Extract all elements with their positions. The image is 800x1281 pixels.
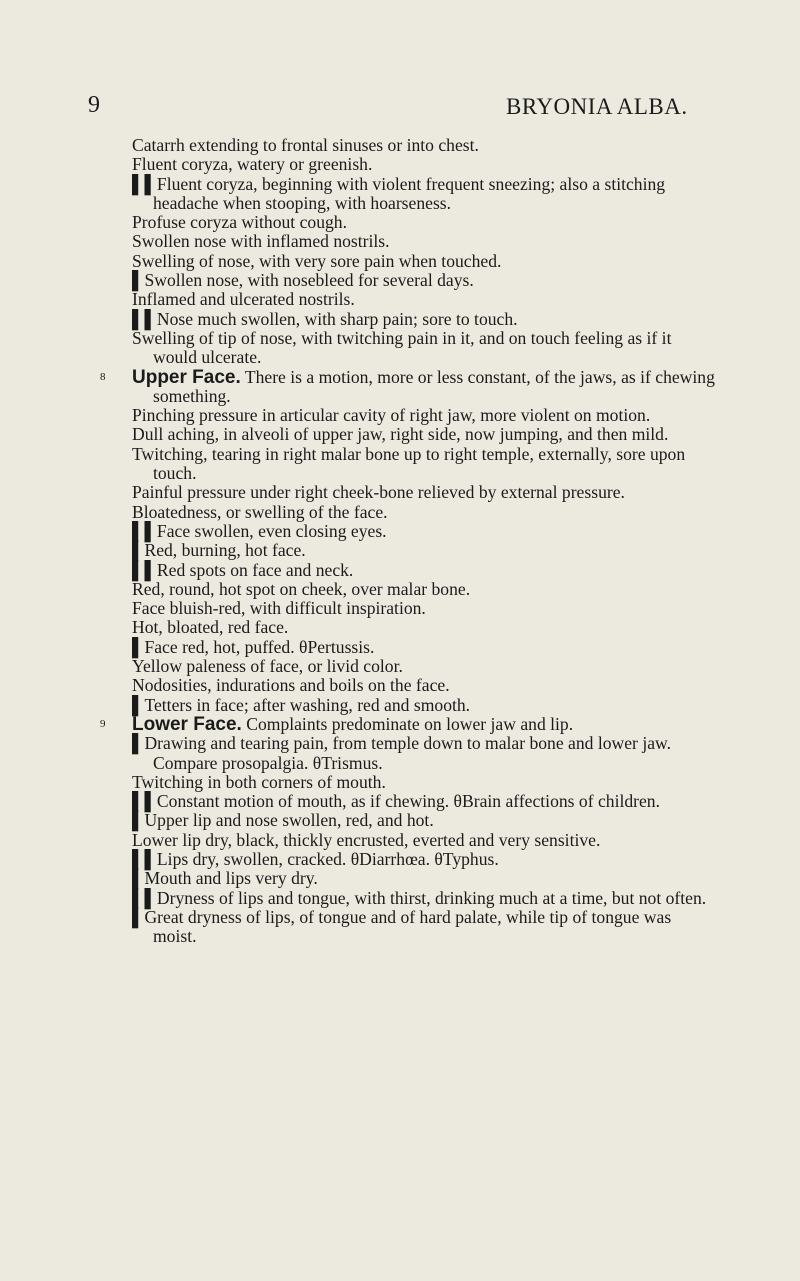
entry-line: Lower lip dry, black, thickly encrusted, everted and very sensitive. [132,829,601,850]
entry-line: Dull aching, in alveoli of upper jaw, right side, now jumping, and then mild. [132,424,669,445]
entry-line: ▌▌Red spots on face and neck. [132,559,354,580]
section-8-title: Upper Face. [132,366,241,388]
entry-line: ▌Upper lip and nose swollen, red, and hot. [132,810,434,831]
entry-line: ▌▌Constant motion of mouth, as if chewing. θBrain affections of children. [132,791,661,812]
entry-line: ▌Swollen nose, with nosebleed for several days. [132,270,474,291]
entry-line: Swollen nose with inflamed nostrils. [132,231,390,252]
entry-line: Swelling of nose, with very sore pain when touched. [132,250,502,271]
entry-line: Hot, bloated, red face. [132,617,289,638]
entry-line: ▌▌Nose much swollen, with sharp pain; sore to touch. [132,308,518,329]
running-head: BRYONIA ALBA. [506,94,688,119]
entry-line: Catarrh extending to frontal sinuses or into chest. [132,135,479,155]
entry-line: ▌Face red, hot, puffed. θPertussis. [132,636,375,657]
entry-line: Nodosities, indurations and boils on the face. [132,675,450,696]
entry-line: ▌Great dryness of lips, of tongue and of hard palate, while tip of tongue was moist. [132,906,672,947]
entry-line: ▌Red, burning, hot face. [132,540,306,561]
entry-line: ▌▌Face swollen, even closing eyes. [132,520,387,541]
entry-line: Inflamed and ulcerated nostrils. [132,289,355,310]
section-8-lines [132,406,718,715]
entry-line: Yellow paleness of face, or livid color. [132,656,403,677]
entry-line: Painful pressure under right cheek-bone relieved by external pressure. [132,482,625,503]
entry-line: ▌Mouth and lips very dry. [132,868,318,889]
entry-line: Bloatedness, or swelling of the face. [132,501,388,522]
page-body [100,135,718,947]
section-9-heading: 9 Lower Face. Complaints predominate on lower jaw and lip. [100,713,574,735]
entry-line: Twitching, tearing in right malar bone up to right temple, externally, sore upon touch. [132,443,686,484]
entry-line: Profuse coryza without cough. [132,212,347,233]
entry-line: ▌▌Fluent coryza, beginning with violent frequent sneezing; also a stitching headache when stooping, with hoarseness. [132,173,666,213]
intro-lines [132,136,718,368]
entry-line: Pinching pressure in articular cavity of right jaw, more violent on motion. [132,405,651,426]
entry-line: ▌Drawing and tearing pain, from temple down to malar bone and lower jaw. Compare prosopalgia. θTrismus. [132,733,671,773]
entry-line: Swelling of tip of nose, with twitching pain in it, and on touch feeling as if it would ulcerate. [132,327,672,368]
entry-line: Twitching in both corners of mouth. [132,771,386,792]
section-9-title: Lower Face. [132,713,242,735]
section-9-lead: Complaints predominate on lower jaw and lip. [241,713,574,734]
entry-line: Red, round, hot spot on cheek, over malar bone. [132,578,471,599]
entry-line: ▌▌Lips dry, swollen, cracked. θDiarrhœa. θTyphus. [132,848,499,869]
section-8-heading: 8 Upper Face. There is a motion, more or less constant, of the jaws, as if chewing something. [100,366,715,406]
section-8-lead: There is a motion, more or less constant, of the jaws, as if chewing something. [153,366,715,406]
section-9-lines [132,734,718,946]
entry-line: ▌Tetters in face; after washing, red and smooth. [132,694,471,715]
entry-line: ▌▌Dryness of lips and tongue, with thirst, drinking much at a time, but not often. [132,887,707,908]
page-number: 9 [88,92,100,118]
entry-line: Fluent coryza, watery or greenish. [132,154,373,175]
entry-line: Face bluish-red, with difficult inspiration. [132,598,426,619]
